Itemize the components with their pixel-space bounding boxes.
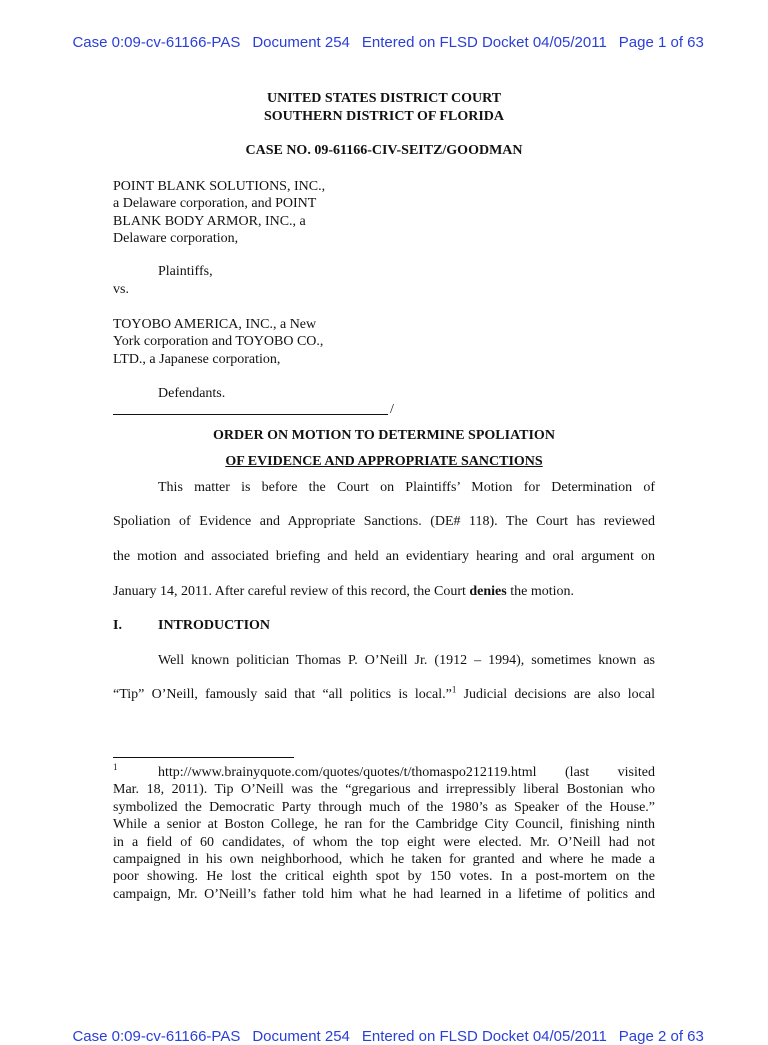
docket-stamp-next-page	[0, 1011, 768, 1045]
docket-stamp-top	[0, 17, 768, 51]
order-title-line2: OF EVIDENCE AND APPROPRIATE SANCTIONS	[225, 454, 543, 469]
stamp-page-number: Page 2 of 63	[618, 1028, 704, 1045]
court-name-line1: UNITED STATES DISTRICT COURT	[266, 91, 502, 106]
stamp-case-number: Case 0:09-cv-61166-PAS	[72, 34, 241, 51]
plaintiff-line: BLANK BODY ARMOR, INC., a	[113, 213, 306, 229]
plaintiff-line: POINT BLANK SOLUTIONS, INC.,	[113, 179, 326, 194]
body-p2-line2-end: Judicial decisions are also local	[456, 687, 656, 702]
stamp-document-number: Document 254	[252, 34, 350, 51]
footnote-line1: http://www.brainyquote.com/quotes/quotes/t/thomaspo212119.html (last visited	[158, 765, 655, 780]
body-p2-line2-text: “Tip” O’Neill, famously said that “all politics is local.”	[113, 687, 452, 702]
body-p1-line4	[113, 584, 574, 600]
footnote-line6: campaigned in his own neighborhood, which he taken for granted and where he made a	[113, 852, 655, 867]
order-title-line1: ORDER ON MOTION TO DETERMINE SPOLIATION	[213, 428, 555, 443]
body-denies-word: denies	[469, 584, 507, 599]
defendant-caption	[113, 316, 323, 368]
footnote-line4: While a senior at Boston College, he ran for the Cambridge City Council, finishing ninth	[113, 817, 655, 832]
footnote-line8: campaign, Mr. O’Neill’s father told him what he had learned in a lifetime of politics and	[113, 887, 655, 902]
order-title-line2-wrap	[0, 454, 768, 470]
stamp-entered-date: Entered on FLSD Docket 04/05/2011	[361, 1028, 607, 1045]
stamp-case-number: Case 0:09-cv-61166-PAS	[72, 1028, 241, 1045]
case-number: CASE NO. 09-61166-CIV-SEITZ/GOODMAN	[245, 143, 523, 158]
defendant-line: LTD., a Japanese corporation,	[113, 351, 281, 367]
caption-slash: /	[390, 402, 394, 417]
footnote-marker: 1	[113, 762, 118, 772]
footnote-rule	[113, 757, 294, 758]
court-name-line2: SOUTHERN DISTRICT OF FLORIDA	[264, 109, 504, 124]
caption-rule	[113, 402, 388, 415]
body-p2-line1: Well known politician Thomas P. O’Neill Jr. (1912 – 1994), sometimes known as	[158, 653, 655, 668]
plaintiff-caption	[113, 178, 325, 247]
stamp-entered-date: Entered on FLSD Docket 04/05/2011	[361, 34, 607, 51]
body-p1-line1: This matter is before the Court on Plaintiffs’ Motion for Determination of	[158, 480, 655, 495]
body-p1-line4-end: the motion.	[506, 584, 574, 599]
footnote-line5: in a field of 60 candidates, of whom the top eight were elected. Mr. O’Neill had not	[113, 835, 655, 850]
body-p1-line4-text: January 14, 2011. After careful review of this record, the Court	[113, 584, 470, 599]
footnote-line3: symbolized the Democratic Party through much of the 1980’s as Speaker of the House.”	[113, 800, 655, 815]
section-number: I.	[113, 618, 122, 633]
plaintiffs-label: Plaintiffs,	[158, 264, 213, 279]
body-p1-line3: the motion and associated briefing and held an evidentiary hearing and oral argument on	[113, 549, 655, 564]
versus-label: vs.	[113, 282, 129, 297]
plaintiff-line: Delaware corporation,	[113, 230, 239, 246]
footnote-line2: Mar. 18, 2011). Tip O’Neill was the “gregarious and irrepressibly liberal Bostonian who	[113, 782, 655, 797]
stamp-page-number: Page 1 of 63	[618, 34, 704, 51]
body-p1-line2: Spoliation of Evidence and Appropriate Sanctions. (DE# 118). The Court has reviewed	[113, 514, 655, 529]
defendant-line: TOYOBO AMERICA, INC., a New	[113, 317, 317, 332]
footnote-reference: 1	[451, 684, 457, 695]
defendants-label: Defendants.	[158, 386, 226, 401]
defendant-line: York corporation and TOYOBO CO.,	[113, 334, 324, 350]
plaintiff-line: a Delaware corporation, and POINT	[113, 196, 317, 212]
stamp-document-number: Document 254	[252, 1028, 350, 1045]
section-title: INTRODUCTION	[158, 618, 271, 633]
footnote-line7: poor showing. He lost the critical eighth spot by 150 votes. In a post-mortem on the	[113, 869, 655, 884]
body-p2-line2	[113, 684, 656, 703]
